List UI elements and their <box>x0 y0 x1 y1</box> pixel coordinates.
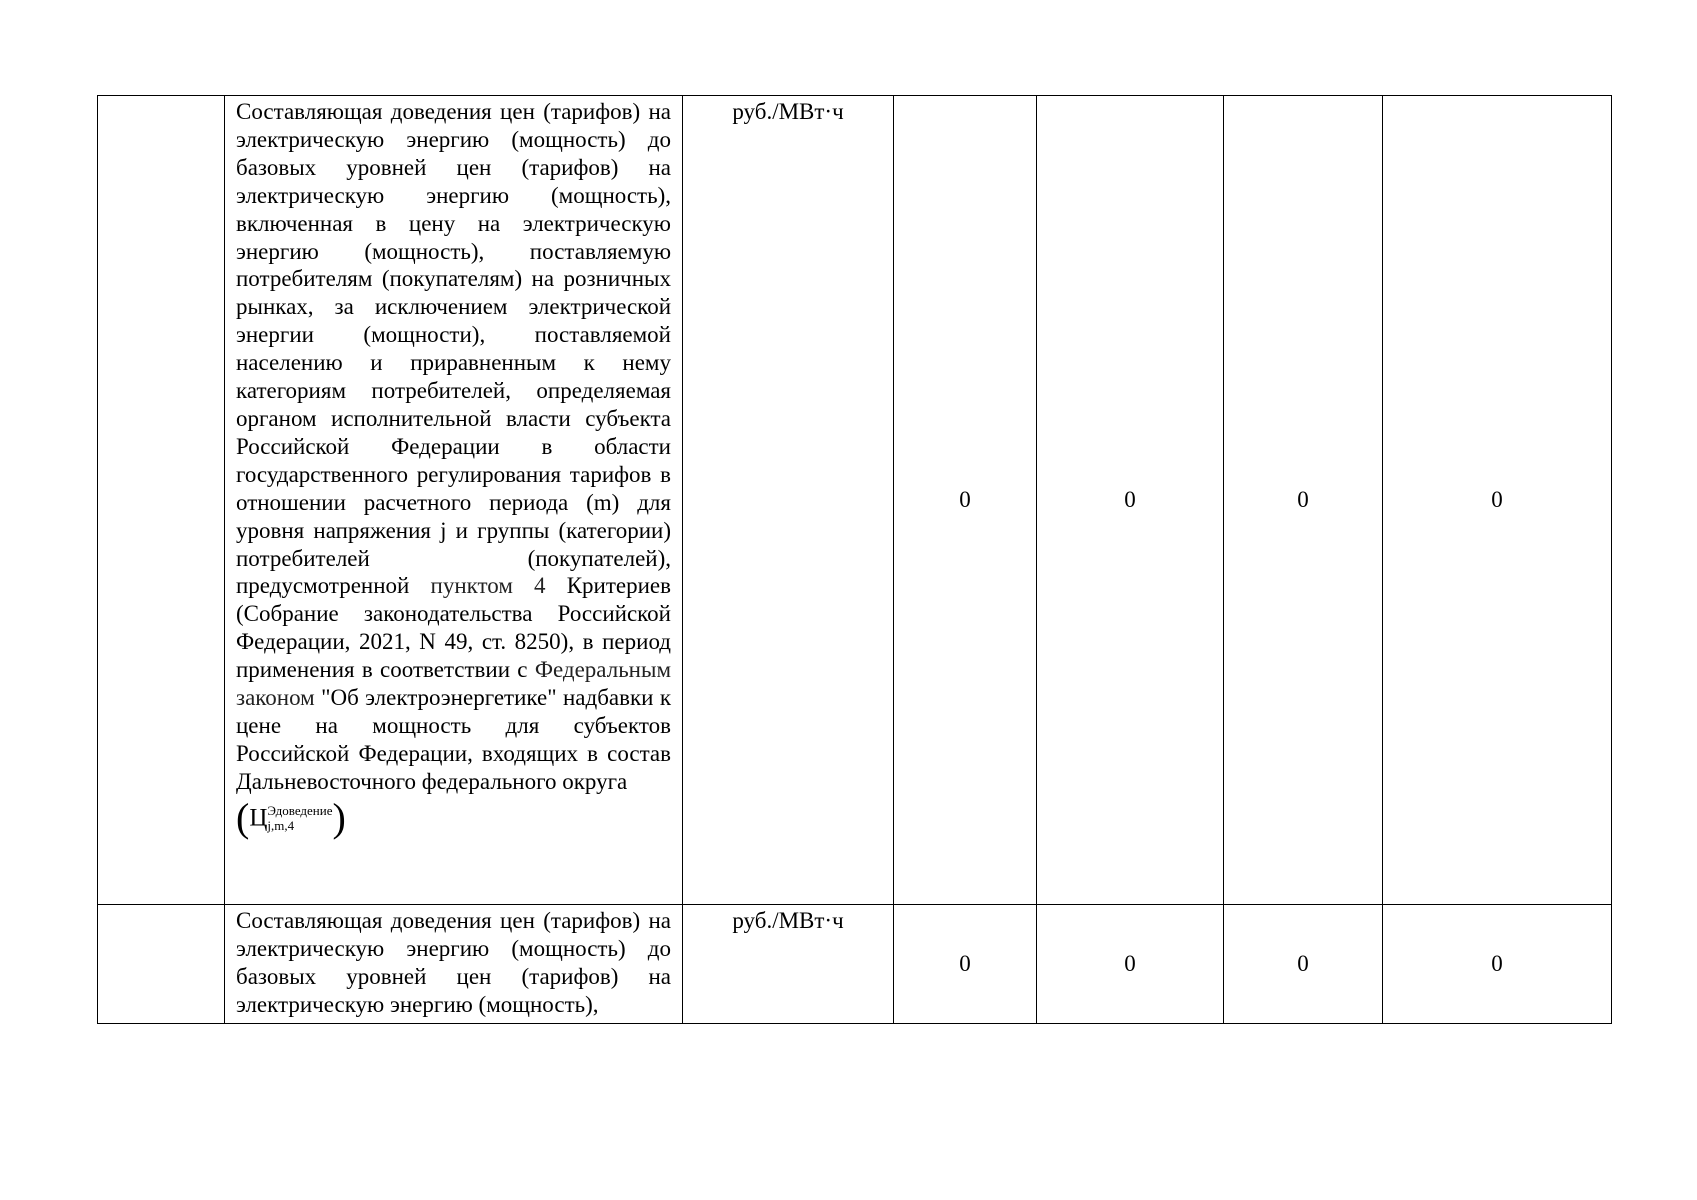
description-cell <box>225 96 683 905</box>
table-row <box>98 96 1612 905</box>
formula-open-paren: ( <box>236 794 250 840</box>
federal-law-link[interactable]: Федеральным законом <box>236 657 671 711</box>
description-text: "Об электроэнергетике" надбавки к цене на мощность для субъектов Российской Федерации, входящих в состав Дальневосточного федерального округа <box>236 685 671 794</box>
value-cell: 0 <box>1224 96 1383 905</box>
table-row <box>98 905 1612 1024</box>
value-cell: 0 <box>894 905 1037 1024</box>
value-cell: 0 <box>894 96 1037 905</box>
value-cell: 0 <box>1383 905 1612 1024</box>
value-cell: 0 <box>1224 905 1383 1024</box>
description-text: Составляющая доведения цен (тарифов) на электрическую энергию (мощность) до базовых уровней цен (тарифов) на электрическую энергию (мощность), включенная в цену на электрическую энергию (мощность), поставляемую потребителям (покупателям) на розничных рынках, за исключением электрической энергии (мощности), поставляемой населению и приравненным к нему категориям потребителей, определяемая органом исполнительной власти субъекта Российской Федерации в области государственного регулирования тарифов в отношении расчетного периода (m) для уровня напряжения j и группы (категории) потребителей (покупателей), предусмотренной <box>236 99 671 599</box>
description-text: Составляющая доведения цен (тарифов) на электрическую энергию (мощность) до базовых уровней цен (тарифов) на электрическую энергию (мощность), <box>236 908 671 1017</box>
description-cell <box>225 905 683 1024</box>
unit-cell: руб./МВт·ч <box>683 905 894 1024</box>
unit-cell: руб./МВт·ч <box>683 96 894 905</box>
value-cell: 0 <box>1037 905 1224 1024</box>
tariff-table <box>97 95 1612 1024</box>
description-text: Критериев (Собрание законодательства Российской Федерации, 2021, N 49, ст. 8250), в период применения в соответствии с <box>236 573 672 683</box>
value-cell: 0 <box>1383 96 1612 905</box>
formula-symbol: Ц <box>249 804 268 832</box>
formula-superscript: Эдоведение <box>267 802 333 818</box>
criteria-link[interactable]: пунктом 4 <box>430 573 546 599</box>
row-number-cell <box>98 905 225 1024</box>
formula-close-paren: ) <box>332 794 346 840</box>
price-formula <box>236 794 346 840</box>
formula-subscript: j,m,4 <box>267 817 295 833</box>
row-number-cell <box>98 96 225 905</box>
value-cell: 0 <box>1037 96 1224 905</box>
